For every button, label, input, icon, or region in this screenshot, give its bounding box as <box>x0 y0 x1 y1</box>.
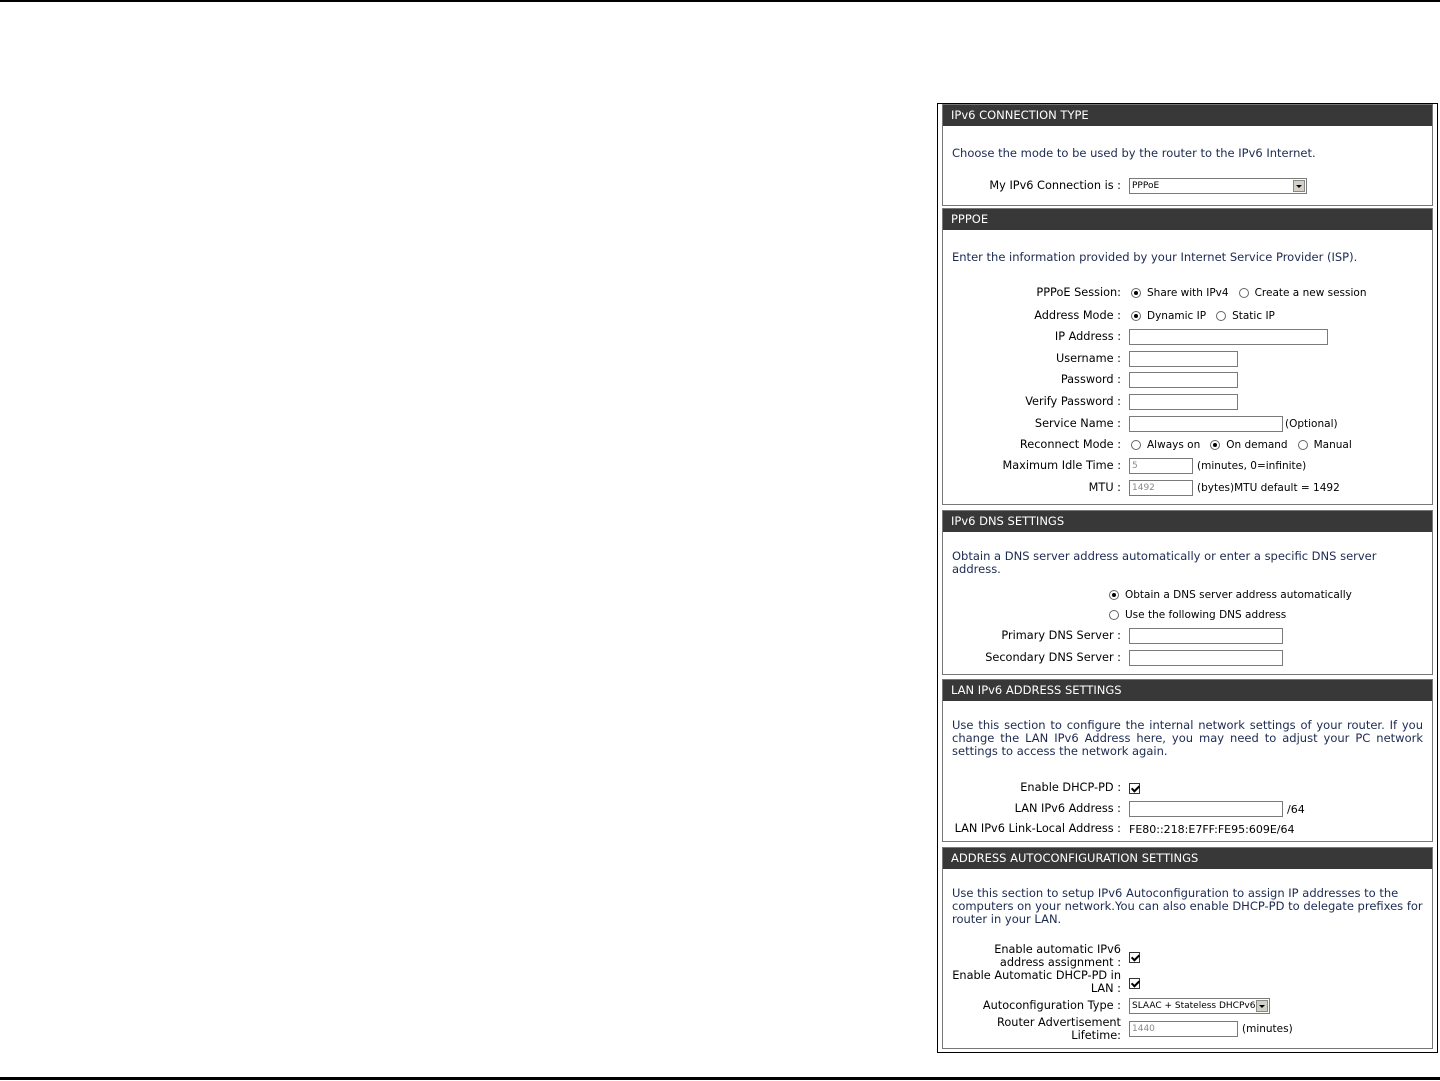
dhcp-pd-label: Enable DHCP-PD : <box>1020 781 1121 794</box>
primary-dns-input[interactable] <box>1129 628 1283 644</box>
dns-manual-radio[interactable] <box>1109 610 1119 620</box>
primary-dns-label: Primary DNS Server : <box>1001 629 1121 642</box>
ra-lifetime-label-line1: Router Advertisement <box>997 1016 1121 1029</box>
connection-type-row <box>943 177 1432 195</box>
manual-label: Manual <box>1313 439 1352 451</box>
session-new-label: Create a new session <box>1254 287 1367 299</box>
password-label: Password : <box>1060 373 1121 386</box>
auto-dhcp-pd-checkbox[interactable] <box>1129 978 1140 989</box>
auto-assign-label <box>994 943 1121 969</box>
address-mode-label: Address Mode : <box>1034 309 1121 322</box>
ra-lifetime-label <box>997 1016 1121 1042</box>
session-new-radio[interactable] <box>1239 288 1249 298</box>
dns-auto-label: Obtain a DNS server address automatically <box>1125 589 1352 601</box>
verify-password-label: Verify Password : <box>1025 395 1121 408</box>
verify-password-row <box>943 393 1432 411</box>
password-row <box>943 371 1432 389</box>
settings-panel <box>937 103 1438 1053</box>
reconnect-mode-label: Reconnect Mode : <box>1019 438 1121 451</box>
autoconfig-section <box>942 847 1433 1049</box>
username-input[interactable] <box>1129 351 1238 367</box>
auto-assign-label-line1: Enable automatic IPv6 <box>994 943 1121 956</box>
service-name-input[interactable] <box>1129 416 1283 432</box>
connection-type-select[interactable] <box>1129 178 1307 194</box>
link-local-row <box>943 820 1432 838</box>
username-row <box>943 350 1432 368</box>
dhcp-pd-row <box>943 779 1432 797</box>
chevron-down-icon[interactable] <box>1293 180 1305 192</box>
top-rule <box>0 0 1440 2</box>
verify-password-input[interactable] <box>1129 394 1238 410</box>
section-header: IPv6 DNS SETTINGS <box>943 511 1432 532</box>
mtu-row <box>943 479 1432 497</box>
section-description: Obtain a DNS server address automatically or enter a specific DNS server address. <box>952 549 1377 576</box>
auto-dhcp-pd-label-line1: Enable Automatic DHCP-PD in <box>952 969 1121 982</box>
ra-lifetime-row <box>943 1016 1432 1042</box>
lan-address-suffix: /64 <box>1287 802 1305 816</box>
dns-auto-row <box>943 586 1432 604</box>
autoconfig-type-value: SLAAC + Stateless DHCPv6 <box>1132 1001 1256 1011</box>
ra-lifetime-label-line2: Lifetime: <box>1071 1029 1121 1042</box>
ip-address-label: IP Address : <box>1054 330 1121 343</box>
autoconfig-type-label: Autoconfiguration Type : <box>982 999 1121 1012</box>
autoconfig-type-select[interactable] <box>1129 998 1270 1014</box>
section-description: Choose the mode to be used by the router to the IPv6 Internet. <box>952 146 1316 160</box>
auto-dhcp-pd-row <box>943 969 1432 995</box>
connection-type-section <box>942 104 1433 206</box>
dynamic-ip-label: Dynamic IP <box>1147 310 1207 322</box>
auto-dhcp-pd-label-line2: LAN : <box>1090 982 1121 995</box>
address-mode-row <box>943 307 1432 325</box>
auto-dhcp-pd-label <box>952 969 1121 995</box>
section-header: LAN IPv6 ADDRESS SETTINGS <box>943 680 1432 701</box>
dns-manual-label: Use the following DNS address <box>1125 609 1287 621</box>
lan-section <box>942 679 1433 842</box>
mtu-input[interactable]: 1492 <box>1129 480 1193 496</box>
dynamic-ip-radio[interactable] <box>1131 311 1141 321</box>
chevron-down-icon[interactable] <box>1256 1000 1268 1012</box>
service-name-hint: (Optional) <box>1285 418 1338 430</box>
idle-time-label: Maximum Idle Time : <box>1002 459 1121 472</box>
session-share-label: Share with IPv4 <box>1147 287 1229 299</box>
link-local-label: LAN IPv6 Link-Local Address : <box>954 822 1121 835</box>
mtu-label: MTU : <box>1088 481 1121 494</box>
ra-lifetime-input[interactable]: 1440 <box>1129 1021 1238 1037</box>
lan-address-input[interactable] <box>1129 801 1283 817</box>
connection-type-label: My IPv6 Connection is : <box>989 179 1121 192</box>
mtu-hint: (bytes)MTU default = 1492 <box>1197 482 1340 494</box>
pppoe-session-row <box>943 284 1432 302</box>
dns-section <box>942 510 1433 675</box>
static-ip-label: Static IP <box>1232 310 1275 322</box>
lan-address-row <box>943 800 1432 818</box>
dhcp-pd-checkbox[interactable] <box>1129 783 1140 794</box>
password-input[interactable] <box>1129 372 1238 388</box>
static-ip-radio[interactable] <box>1216 311 1226 321</box>
section-header: IPv6 CONNECTION TYPE <box>943 105 1432 126</box>
primary-dns-row <box>943 627 1432 645</box>
session-share-radio[interactable] <box>1131 288 1141 298</box>
secondary-dns-row <box>943 649 1432 667</box>
service-name-row <box>943 415 1432 433</box>
on-demand-radio[interactable] <box>1210 440 1220 450</box>
section-header: ADDRESS AUTOCONFIGURATION SETTINGS <box>943 848 1432 869</box>
bottom-rule <box>0 1077 1440 1080</box>
on-demand-label: On demand <box>1226 439 1288 451</box>
lan-address-label: LAN IPv6 Address : <box>1014 802 1121 815</box>
pppoe-session-label: PPPoE Session: <box>1036 286 1121 299</box>
ip-address-input[interactable] <box>1129 329 1328 345</box>
secondary-dns-label: Secondary DNS Server : <box>985 651 1121 664</box>
dns-manual-row <box>943 606 1432 624</box>
ip-address-row <box>943 328 1432 346</box>
auto-assign-row <box>943 943 1432 969</box>
always-on-radio[interactable] <box>1131 440 1141 450</box>
dns-auto-radio[interactable] <box>1109 590 1119 600</box>
idle-time-hint: (minutes, 0=infinite) <box>1197 460 1307 472</box>
auto-assign-checkbox[interactable] <box>1129 952 1140 963</box>
username-label: Username : <box>1056 352 1121 365</box>
service-name-label: Service Name : <box>1034 417 1121 430</box>
autoconfig-type-row <box>943 997 1432 1015</box>
section-description: Use this section to configure the internal network settings of your router. If you change the LAN IPv6 Address here, you may need to adjust your PC network settings to access the network again. <box>952 718 1423 758</box>
link-local-value: FE80::218:E7FF:FE95:609E/64 <box>1129 822 1295 836</box>
section-description: Use this section to setup IPv6 Autoconfiguration to assign IP addresses to the computers on your network.You can also enable DHCP-PD to delegate prefixes for router in your LAN. <box>952 886 1423 926</box>
reconnect-mode-row <box>943 436 1432 454</box>
idle-time-row <box>943 457 1432 475</box>
section-header: PPPOE <box>943 209 1432 230</box>
idle-time-input[interactable]: 5 <box>1129 458 1193 474</box>
manual-radio[interactable] <box>1298 440 1308 450</box>
secondary-dns-input[interactable] <box>1129 650 1283 666</box>
section-description: Enter the information provided by your Internet Service Provider (ISP). <box>952 250 1358 264</box>
connection-type-value: PPPoE <box>1132 181 1160 191</box>
auto-assign-label-line2: address assignment : <box>999 956 1121 969</box>
ra-lifetime-hint: (minutes) <box>1242 1023 1293 1035</box>
pppoe-section <box>942 208 1433 505</box>
always-on-label: Always on <box>1147 439 1201 451</box>
